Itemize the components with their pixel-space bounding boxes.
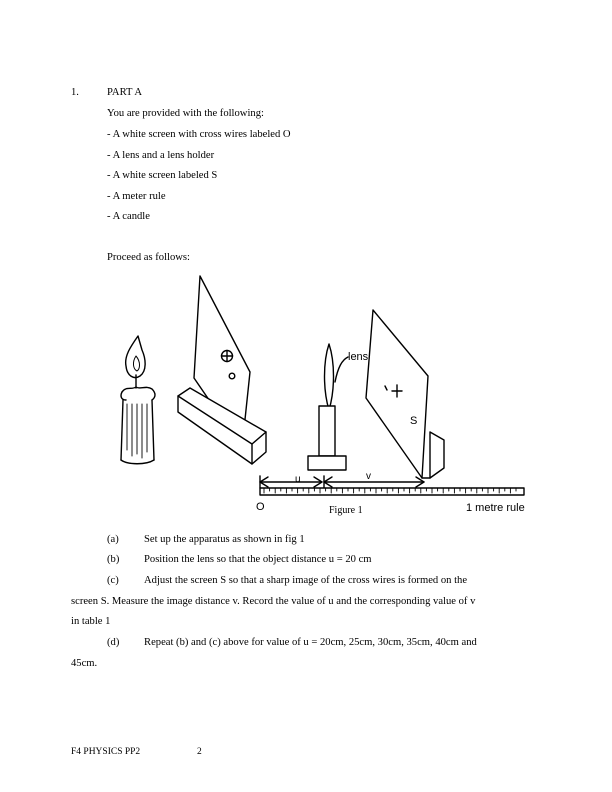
step-d-label: (d) — [107, 637, 120, 648]
step-c-line: Adjust the screen S so that a sharp image of the cross wires is formed on the — [144, 575, 468, 586]
list-item: - A meter rule — [107, 191, 166, 202]
footer-title: F4 PHYSICS PP2 — [71, 747, 141, 757]
u-arrow — [260, 476, 322, 488]
step-a-text: Set up the apparatus as shown in fig 1 — [144, 534, 305, 545]
lens-drawing — [308, 344, 348, 470]
screen-s-drawing — [366, 310, 444, 478]
step-d-line: 45cm. — [71, 658, 98, 669]
page-number: 2 — [197, 747, 202, 757]
s-label: S — [410, 415, 418, 427]
u-label: u — [295, 474, 301, 485]
rule-label: 1 metre rule — [466, 502, 525, 514]
screen-o-drawing — [178, 276, 266, 464]
step-a-label: (a) — [107, 534, 119, 545]
metre-rule-drawing — [260, 488, 524, 495]
step-c-line: screen S. Measure the image distance v. Record the value of u and the corresponding value of v — [71, 596, 476, 607]
list-item: - A white screen with cross wires labeled O — [107, 129, 291, 140]
v-label: v — [366, 471, 371, 482]
proceed-text: Proceed as follows: — [107, 252, 190, 263]
step-c-label: (c) — [107, 575, 119, 586]
step-b-text: Position the lens so that the object distance u = 20 cm — [144, 554, 372, 565]
step-c-line: in table 1 — [71, 616, 111, 627]
step-d-line: Repeat (b) and (c) above for value of u = 20cm, 25cm, 30cm, 35cm, 40cm and — [144, 637, 477, 648]
candle-drawing — [121, 336, 155, 464]
step-b-label: (b) — [107, 554, 120, 565]
apparatus-figure — [100, 272, 540, 526]
lens-label: lens — [348, 351, 369, 363]
question-number: 1. — [71, 87, 79, 98]
list-item: - A white screen labeled S — [107, 170, 218, 181]
v-arrow — [324, 476, 424, 488]
figure-caption: Figure 1 — [329, 505, 363, 516]
list-item: - A candle — [107, 211, 150, 222]
intro-text: You are provided with the following: — [107, 108, 264, 119]
part-title: PART A — [107, 87, 142, 98]
o-label: O — [256, 501, 265, 513]
list-item: - A lens and a lens holder — [107, 150, 215, 161]
